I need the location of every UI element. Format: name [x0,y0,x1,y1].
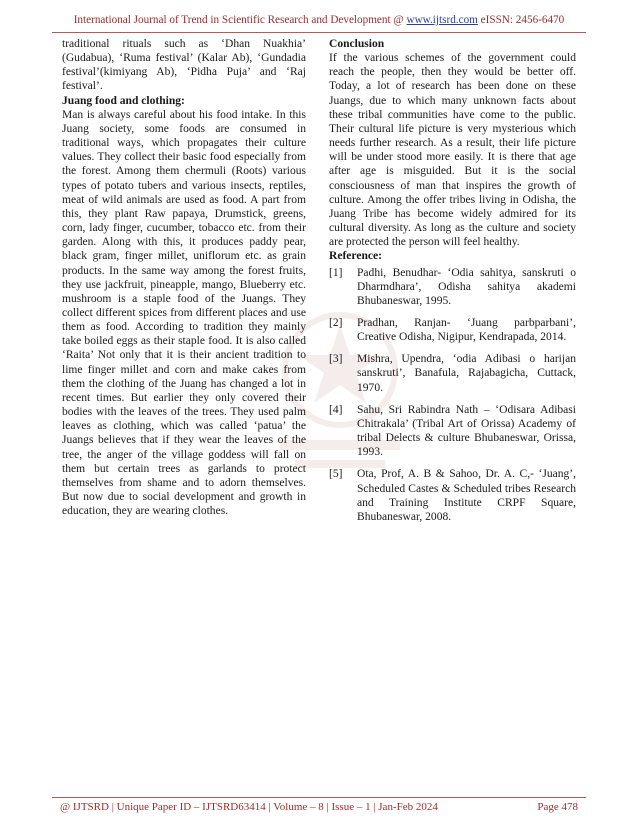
reference-item [329,266,576,308]
reference-number: [3] [329,353,343,366]
reference-text: Sahu, Sri Rabindra Nath – ‘Odisara Adibasi Chitrakala’ (Tribal Art of Orissa) Academy of tribal Delects & culture Bhubaneswar, Orissa, 1993. [357,403,576,459]
reference-heading: Reference: [329,250,382,263]
reference-text: Ota, Prof, A. B & Sahoo, Dr. A. C,- ‘Juang’, Scheduled Castes & Scheduled tribes Research and Training Institute CRPF Square, Bhubaneswar, 2008. [357,468,576,523]
reference-text: Mishra, Upendra, ‘odia Adibasi o harijan sanskruti’, Banafula, Rajabagicha, Cuttack, 1970. [357,353,576,394]
right-column [329,37,576,532]
header-divider [52,32,586,33]
reference-number: [5] [329,468,343,481]
journal-url-link[interactable]: www.ijtsrd.com [406,14,478,26]
section-heading-conclusion: Conclusion [329,38,385,50]
reference-item [329,467,576,524]
reference-list [329,266,576,525]
reference-item [329,316,576,344]
reference-number: [2] [329,316,343,329]
section-heading-food-clothing: Juang food and clothing: [62,94,185,107]
footer-divider [52,797,586,798]
reference-item [329,403,576,460]
reference-number: [1] [329,266,343,279]
running-footer [60,801,578,813]
journal-name: International Journal of Trend in Scientific Research and Development @ [73,14,404,26]
page-number: Page 478 [537,801,578,813]
intro-paragraph: traditional rituals such as ‘Dhan Nuakhia’ (Gudabua), ‘Ruma festival’ (Kalar Ab), ‘Gundadia festival’(kimiyang Ab), ‘Pidha Puja’ and ‘Raj festival’. [62,38,306,93]
reference-text: Pradhan, Ranjan- ‘Juang parbparbani’, Creative Odisha, Nigipur, Kendrapada, 2014. [357,316,576,344]
footer-paper-info: @ IJTSRD | Unique Paper ID – IJTSRD63414 | Volume – 8 | Issue – 1 | Jan-Feb 2024 [60,801,438,813]
conclusion-paragraph: If the various schemes of the government could reach the people, then they would be better off. Today, a lot of research has been done on these Juangs, due to which many unknown facts about these tribal communities have come to the public. Their cultural life picture is very mysterious which needs further research. As a result, their life picture will be under stood more easily. It is there that age after age is misguided. But it is the social consciousness of man that inspires the growth of culture. Among the offer tribes living in Odisha, the Juang Tribe has become widely admired for its cultural diversity. As long as the culture and society are protected the person will feel healthy. [329,52,576,249]
reference-item [329,352,576,394]
reference-text: Padhi, Benudhar- ‘Odia sahitya, sanskruti o Dharmdhara’, Odisha sahitya akademi Bhubaneswar, 1995. [357,266,576,307]
running-header [0,14,638,26]
reference-number: [4] [329,403,343,416]
left-column [62,37,306,518]
issn: eISSN: 2456-6470 [480,14,565,26]
food-clothing-paragraph: Man is always careful about his food intake. In this Juang society, some foods are consumed in traditional ways, which propagates their culture values. They collect their basic food especially from the forest. Among them chermuli (Roots) various types of potato tubers and various insects, reptiles, meat of wild animals are used as food. A part from this, they plant Raw papaya, Drumstick, greens, corn, lady finger, cucumber, tobacco etc. from their garden. Along with this, it produces paddy pear, black gram, finger millet, uniflorum etc. as grain products. In the same way among the forest fruits, they use jackfruit, pineapple, mango, Blueberry etc. mushroom is a staple food of the Juangs. They collect different spices from different places and use them as food. According to tradition they mainly take boiled eggs as their staple food. It is also called ‘Raita’ Not only that it is their ancient tradition to lime finger millet and corn and make cakes from them the clothing of the Juang has changed a lot in recent times. But earlier they only covered their bodies with the leaves of the trees. They used palm leaves as clothing, which was called ‘patua’ the Juangs believes that if they wear the leaves of the tree, the anger of the village goddess will fall on them but certain trees as garlands to protect themselves from shame and to adorn themselves. But now due to social development and growth in education, they are wearing clothes. [62,108,306,518]
